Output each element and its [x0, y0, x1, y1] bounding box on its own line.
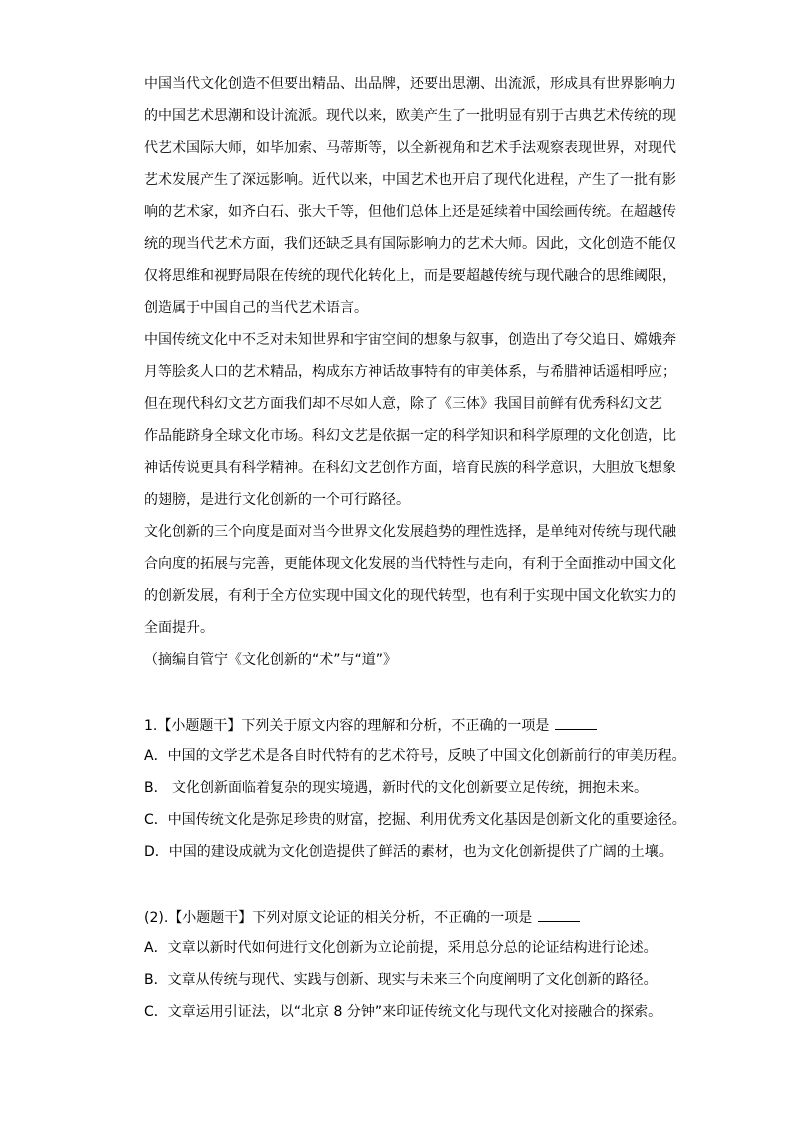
- source-citation: （摘编自管宁《文化创新的“术”与“道”》: [144, 652, 398, 668]
- question-stem-text: (2).【小题题干】下列对原文论证的相关分析，不正确的一项是: [144, 910, 533, 926]
- passage-line: 中国当代文化创造不但要出精品、出品牌，还要出思潮、出流派，形成具有世界影响力: [144, 76, 676, 92]
- passage-line: 的创新发展，有利于全方位实现中国文化的现代转型，也有利于实现中国文化软实力的: [144, 588, 676, 604]
- question-2-stem: [144, 906, 580, 926]
- passage-line: 但在现代科幻文艺方面我们却不尽如人意，除了《三体》我国目前鲜有优秀科幻文艺: [144, 396, 662, 412]
- answer-blank[interactable]: [538, 906, 580, 922]
- passage-line: 文化创新的三个向度是面对当今世界文化发展趋势的理性选择，是单纯对传统与现代融: [144, 524, 676, 540]
- question-1-option-b: B． 文化创新面临着复杂的现实境遇，新时代的文化创新要立足传统，拥抱未来。: [144, 780, 649, 796]
- passage-line: 代艺术国际大师，如毕加索、马蒂斯等，以全新视角和艺术手法观察表现世界，对现代: [144, 140, 676, 156]
- question-2-option-b: B．文章从传统与现代、实践与创新、现实与未来三个向度阐明了文化创新的路径。: [144, 972, 658, 988]
- passage-line: 作品能跻身全球文化市场。科幻文艺是依据一定的科学知识和科学原理的文化创造，比: [144, 428, 676, 444]
- passage-line: 统的现当代艺术方面，我们还缺乏具有国际影响力的艺术大师。因此，文化创造不能仅: [144, 236, 676, 252]
- passage-line: 创造属于中国自己的当代艺术语言。: [144, 300, 368, 316]
- passage-line: 响的艺术家，如齐白石、张大千等，但他们总体上还是延续着中国绘画传统。在超越传: [144, 204, 676, 220]
- question-1-stem: [144, 714, 597, 734]
- question-stem-text: 1.【小题题干】下列关于原文内容的理解和分析，不正确的一项是: [144, 718, 550, 734]
- passage-line: 的中国艺术思潮和设计流派。现代以来，欧美产生了一批明显有别于古典艺术传统的现: [144, 108, 676, 124]
- passage-line: 的翅膀，是进行文化创新的一个可行路径。: [144, 492, 410, 508]
- question-2-option-a: A．文章以新时代如何进行文化创新为立论前提，采用总分总的论证结构进行论述。: [144, 940, 658, 956]
- question-1-option-a: A．中国的文学艺术是各自时代特有的艺术符号，反映了中国文化创新前行的审美历程。: [144, 748, 686, 764]
- passage-line: 月等脍炙人口的艺术精品，构成东方神话故事特有的审美体系，与希腊神话遥相呼应；: [144, 364, 676, 380]
- passage-line: 合向度的拓展与完善，更能体现文化发展的当代特性与走向，有利于全面推动中国文化: [144, 556, 676, 572]
- passage-line: 中国传统文化中不乏对未知世界和宇宙空间的想象与叙事，创造出了夸父追日、嫦娥奔: [144, 332, 676, 348]
- answer-blank[interactable]: [555, 714, 597, 730]
- passage-line: 艺术发展产生了深远影响。近代以来，中国艺术也开启了现代化进程，产生了一批有影: [144, 172, 676, 188]
- question-1-option-d: D．中国的建设成就为文化创造提供了鲜活的素材，也为文化创新提供了广阔的土壤。: [144, 844, 673, 860]
- question-2-option-c: C．文章运用引证法，以“北京 8 分钟”来印证传统文化与现代文化对接融合的探索。: [144, 1004, 663, 1020]
- passage-line: 仅将思维和视野局限在传统的现代化转化上，而是要超越传统与现代融合的思维阈限，: [144, 268, 676, 284]
- passage-line: 神话传说更具有科学精神。在科幻文艺创作方面，培育民族的科学意识，大胆放飞想象: [144, 460, 676, 476]
- question-1-option-c: C．中国传统文化是弥足珍贵的财富，挖掘、利用优秀文化基因是创新文化的重要途径。: [144, 812, 686, 828]
- passage-line: 全面提升。: [144, 620, 214, 636]
